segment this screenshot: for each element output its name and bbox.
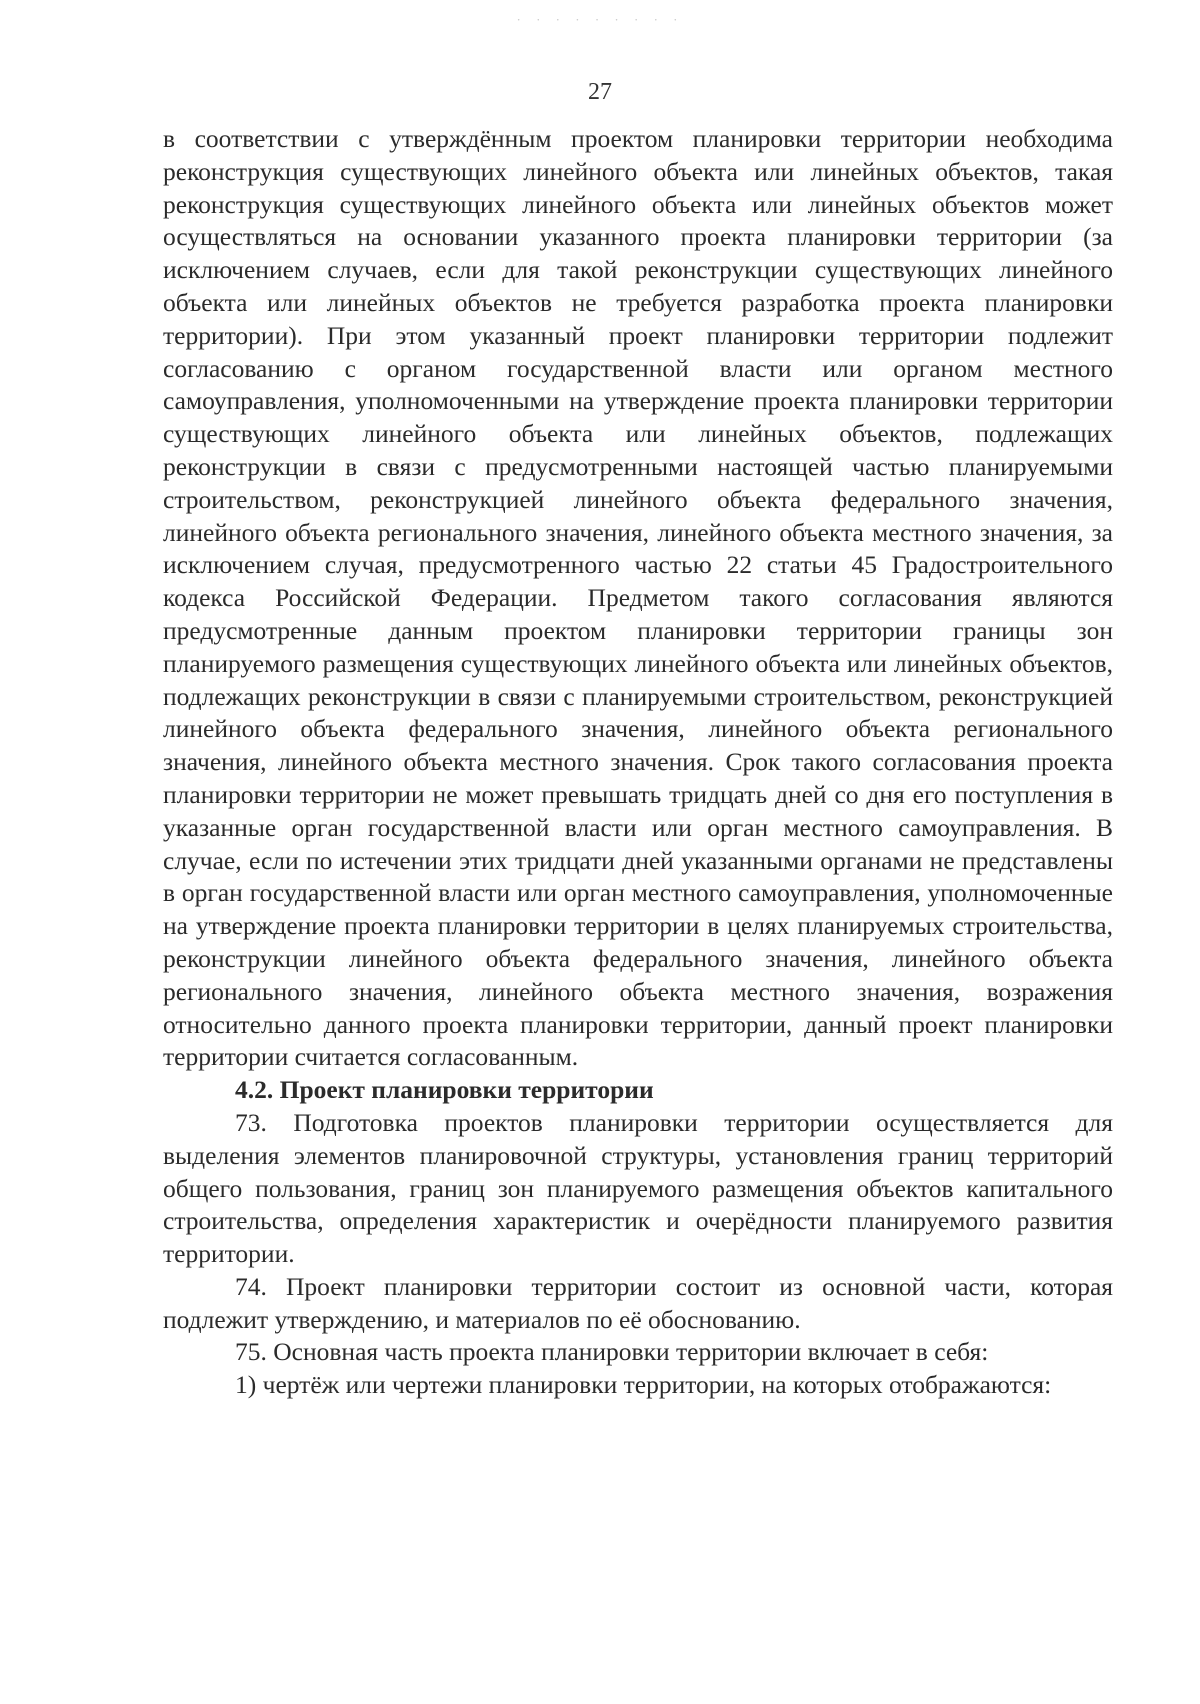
paragraph-75: 75. Основная часть проекта планировки территории включает в себя: (235, 1337, 989, 1367)
section-heading: 4.2. Проект планировки территории (235, 1075, 654, 1105)
scan-header-mark: · · · · · · · · · (516, 12, 684, 27)
paragraph-73: 73. Подготовка проектов планировки территории осуществляется для выделения элементов планировочной структуры, установления границ территорий общего пользования, границ зон планируемого размещения объектов капитального строительства, определения характеристик и очерёдности планируемого развития территории. (163, 1107, 1113, 1269)
document-body (163, 123, 1113, 1402)
paragraph-74: 74. Проект планировки территории состоит из основной части, которая подлежит утверждению, и материалов по её обоснованию. (163, 1271, 1113, 1334)
paragraph-75-item-1: 1) чертёж или чертежи планировки территории, на которых отображаются: (235, 1370, 1052, 1400)
page-number: 27 (588, 79, 612, 105)
continuation-paragraph: в соответствии с утверждённым проектом планировки территории необходима реконструкция существующих линейного объекта или линейных объектов, такая реконструкция существующих линейного объекта или линейных объектов может осуществляться на основании указанного проекта планировки территории (за исключением случаев, если для такой реконструкции существующих линейного объекта или линейных объектов не требуется разработка проекта планировки территории). При этом указанный проект планировки территории подлежит согласованию с органом государственной власти или органом местного самоуправления, уполномоченными на утверждение проекта планировки территории существующих линейного объекта или линейных объектов, подлежащих реконструкции в связи с предусмотренными настоящей частью планируемыми строительством, реконструкцией линейного объекта федерального значения, линейного объекта регионального значения, линейного объекта местного значения, за исключением случая, предусмотренного частью 22 статьи 45 Градостроительного кодекса Российской Федерации. Предметом такого согласования являются предусмотренные данным проектом планировки территории границы зон планируемого размещения существующих линейного объекта или линейных объектов, подлежащих реконструкции в связи с планируемыми строительством, реконструкцией линейного объекта федерального значения, линейного объекта регионального значения, линейного объекта местного значения. Срок такого согласования проекта планировки территории не может превышать тридцать дней со дня его поступления в указанные орган государственной власти или орган местного самоуправления. В случае, если по истечении этих тридцати дней указанными органами не представлены в орган государственной власти или орган местного самоуправления, уполномоченные на утверждение проекта планировки территории в целях планируемых строительства, реконструкции линейного объекта федерального значения, линейного объекта регионального значения, линейного объекта местного значения, возражения относительно данного проекта планировки территории, данный проект планировки территории считается согласованным. (163, 124, 1113, 1072)
